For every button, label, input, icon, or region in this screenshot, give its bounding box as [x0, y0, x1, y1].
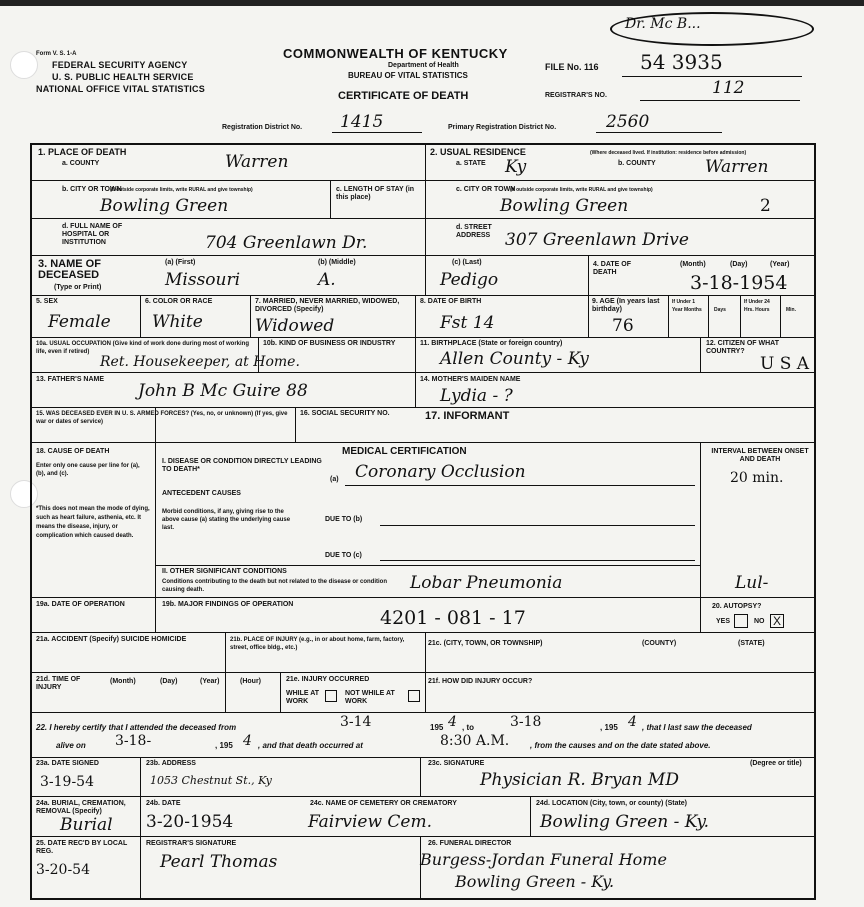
first-name: Missouri — [165, 270, 241, 290]
cause-note: *This does not mean the mode of dying, such as heart failure, asthenia, etc. It means the disease, injury, or complication which caused death. — [36, 506, 150, 539]
father-name: John B Mc Guire 88 — [138, 381, 308, 401]
autopsy-label: 20. AUTOPSY? — [712, 603, 762, 610]
time-of-death: 8:30 A.M. — [440, 733, 510, 749]
certify-text-4: , from the causes and on the date stated above. — [530, 741, 711, 750]
burial-method: Burial — [60, 815, 113, 835]
citizen: U S A — [760, 354, 810, 374]
last-name-label: (c) (Last) — [452, 259, 482, 266]
residence-state: Ky — [505, 157, 527, 177]
operation-date-label: 19a. DATE OF OPERATION — [36, 601, 125, 608]
certify-text-1: 22. I hereby certify that I attended the deceased from — [36, 723, 237, 732]
death-year-label: (Year) — [770, 261, 790, 268]
age-minutes-label: Min. — [786, 307, 796, 313]
due-to-c-label: DUE TO (c) — [325, 552, 362, 559]
signature-label: 23c. SIGNATURE — [428, 760, 485, 767]
date-signed: 3-19-54 — [40, 774, 94, 790]
not-while-at-work-label: NOT WHILE AT WORK — [345, 690, 395, 705]
death-county-label: a. COUNTY — [62, 160, 100, 167]
social-security-label: 16. SOCIAL SECURITY NO. — [300, 410, 390, 417]
to-label: , to — [462, 723, 474, 732]
burial-date-label: 24b. DATE — [146, 800, 181, 807]
year-prefix-3: , 195 — [215, 741, 233, 750]
residence-street: 307 Greenlawn Drive — [505, 230, 689, 250]
accident-label: 21a. ACCIDENT (Specify) SUICIDE HOMICIDE — [36, 636, 187, 643]
death-month-label: (Month) — [680, 261, 706, 268]
death-county: Warren — [225, 152, 289, 172]
agency-line-1: FEDERAL SECURITY AGENCY — [52, 60, 188, 70]
autopsy-yes-checkbox — [734, 614, 748, 628]
time-of-injury-label: 21d. TIME OF INJURY — [36, 676, 81, 691]
not-while-at-work-checkbox — [408, 690, 420, 702]
operation-findings-label: 19b. MAJOR FINDINGS OF OPERATION — [162, 601, 294, 608]
date-signed-label: 23a. DATE SIGNED — [36, 760, 99, 767]
injury-year-label: (Year) — [200, 678, 220, 685]
age: 76 — [612, 316, 634, 336]
form-number: Form V. S. 1-A — [36, 51, 77, 57]
morbid-hint: Morbid conditions, if any, giving rise to the above cause (a) stating the underlying cause last. — [162, 509, 291, 531]
primary-district-label: Primary Registration District No. — [448, 124, 557, 131]
bureau: BUREAU OF VITAL STATISTICS — [348, 71, 468, 80]
residence-city-extra: 2 — [760, 196, 771, 216]
date-received-label: 25. DATE REC'D BY LOCAL REG. — [36, 840, 128, 855]
operation-findings: 4201 - 081 - 17 — [380, 607, 526, 629]
middle-name-label: (b) (Middle) — [318, 259, 356, 266]
medical-certification-title: MEDICAL CERTIFICATION — [342, 446, 467, 457]
last-name: Pedigo — [440, 270, 499, 290]
injury-county-label: (COUNTY) — [642, 640, 677, 647]
father-name-label: 13. FATHER'S NAME — [36, 376, 105, 383]
cause-hint: Enter only one cause per line for (a), (b), and (c). — [36, 463, 140, 477]
deceased-name-label: 3. NAME OF DECEASED — [38, 258, 101, 281]
due-to-b-label: DUE TO (b) — [325, 516, 363, 523]
date-of-birth: Fst 14 — [440, 313, 495, 333]
punch-hole-top — [10, 51, 38, 79]
interval: 20 min. — [730, 470, 784, 486]
certify-text-3: , and that death occurred at — [258, 741, 363, 750]
injury-month-label: (Month) — [110, 678, 136, 685]
marital-status: Widowed — [255, 316, 335, 336]
age-hours-label: If Under 24 Hrs. Hours — [744, 299, 770, 313]
institution: 704 Greenlawn Dr. — [205, 233, 368, 253]
usual-residence-label: 2. USUAL RESIDENCE — [430, 147, 526, 157]
death-city-hint: (If outside corporate limits, write RURAL and give township) — [110, 187, 253, 193]
agency-line-2: U. S. PUBLIC HEALTH SERVICE — [52, 72, 194, 82]
attended-from-year: 4 — [448, 714, 457, 730]
residence-city-hint: (If outside corporate limits, write RURAL and give township) — [510, 187, 653, 193]
death-city: Bowling Green — [100, 196, 229, 216]
age-days-label: Days — [714, 307, 726, 313]
interval-label: INTERVAL BETWEEN ONSET AND DEATH — [711, 448, 809, 463]
first-name-label: (a) (First) — [165, 259, 196, 266]
industry-label: 10b. KIND OF BUSINESS OR INDUSTRY — [263, 340, 396, 347]
alive-on-year: 4 — [243, 733, 252, 749]
autopsy-no-checkbox: X — [770, 614, 784, 628]
certify-text-2: , that I last saw the deceased — [642, 723, 752, 732]
usual-residence-hint: (Where deceased lived. If institution: residence before admission) — [590, 150, 747, 156]
sex: Female — [48, 312, 111, 332]
while-at-work-checkbox — [325, 690, 337, 702]
degree-label: (Degree or title) — [750, 760, 802, 767]
injury-day-label: (Day) — [160, 678, 178, 685]
death-city-label: b. CITY OR TOWN — [62, 186, 122, 193]
year-prefix-1: 195 — [430, 723, 444, 732]
physician-signature: Physician R. Bryan MD — [480, 770, 679, 790]
other-conditions-label: II. OTHER SIGNIFICANT CONDITIONS — [162, 568, 287, 575]
deceased-name-hint: (Type or Print) — [54, 284, 102, 291]
file-number: 54 3935 — [640, 50, 723, 74]
institution-label: d. FULL NAME OF HOSPITAL OR INSTITUTION — [62, 223, 123, 246]
funeral-director-city: Bowling Green - Ky. — [455, 872, 615, 891]
stamp-text: Dr. Mc B... — [625, 16, 701, 32]
document-title: COMMONWEALTH OF KENTUCKY — [283, 46, 508, 61]
residence-county-label: b. COUNTY — [618, 160, 656, 167]
scan-edge — [0, 0, 864, 6]
armed-forces-label: 15. WAS DECEASED EVER IN U. S. ARMED FORCES? (Yes, no, or unknown) (If yes, give war or dates of service) — [36, 411, 288, 425]
injury-occurred-label: 21e. INJURY OCCURRED — [286, 676, 370, 683]
funeral-director: Burgess-Jordan Funeral Home — [420, 850, 667, 869]
race-label: 6. COLOR OR RACE — [145, 298, 213, 305]
registrar-number: 112 — [712, 78, 745, 98]
antecedent-label: ANTECEDENT CAUSES — [162, 490, 241, 497]
registrar-signature: Pearl Thomas — [160, 852, 278, 872]
how-injury-label: 21f. HOW DID INJURY OCCUR? — [428, 678, 533, 685]
residence-street-label: d. STREET ADDRESS — [456, 224, 492, 239]
registration-district-label: Registration District No. — [222, 124, 303, 131]
cause-a: Coronary Occlusion — [355, 462, 526, 482]
injury-city-label: 21c. (CITY, TOWN, OR TOWNSHIP) — [428, 640, 543, 647]
other-conditions-extra: Lul- — [735, 573, 769, 593]
other-conditions-hint: Conditions contributing to the death but not related to the disease or condition causing death. — [162, 579, 387, 593]
place-of-injury-label: 21b. PLACE OF INJURY (e.g., in or about home, farm, factory, street, office bldg., etc.) — [230, 637, 405, 651]
year-prefix-2: , 195 — [600, 723, 618, 732]
date-of-birth-label: 8. DATE OF BIRTH — [420, 298, 482, 305]
marital-status-label: 7. MARRIED, NEVER MARRIED, WIDOWED, DIVORCED (Specify) — [255, 298, 400, 313]
while-at-work-label: WHILE AT WORK — [286, 690, 320, 705]
burial-label: 24a. BURIAL, CREMATION, REMOVAL (Specify) — [36, 800, 126, 815]
occupation-label: 10a. USUAL OCCUPATION (Give kind of work done during most of working life, even if retired) — [36, 341, 250, 355]
disease-condition-label: I. DISEASE OR CONDITION DIRECTLY LEADING TO DEATH* — [162, 458, 322, 473]
file-number-label: FILE No. 116 — [545, 62, 599, 72]
other-conditions: Lobar Pneumonia — [410, 573, 563, 593]
date-of-death-label: 4. DATE OF DEATH — [593, 261, 631, 276]
physician-address: 1053 Chestnut St., Ky — [150, 774, 272, 787]
birthplace-label: 11. BIRTHPLACE (State or foreign country) — [420, 340, 563, 347]
residence-city: Bowling Green — [500, 196, 629, 216]
agency-line-3: NATIONAL OFFICE VITAL STATISTICS — [36, 84, 205, 94]
injury-state-label: (STATE) — [738, 640, 765, 647]
date-received: 3-20-54 — [36, 862, 90, 878]
funeral-director-label: 26. FUNERAL DIRECTOR — [428, 840, 512, 847]
registrar-number-label: REGISTRAR'S NO. — [545, 92, 607, 99]
age-months-label: If Under 1 Year Months — [672, 299, 702, 313]
attended-to-year: 4 — [628, 714, 637, 730]
middle-name: A. — [318, 270, 336, 290]
birthplace: Allen County - Ky — [440, 349, 589, 369]
date-of-death: 3-18-1954 — [690, 272, 788, 294]
attended-to: 3-18 — [510, 714, 542, 730]
autopsy-yes-label: YES — [716, 618, 731, 625]
sex-label: 5. SEX — [36, 298, 58, 305]
autopsy-no-label: NO — [754, 618, 765, 625]
burial-location: Bowling Green - Ky. — [540, 812, 710, 832]
cemetery: Fairview Cem. — [308, 812, 432, 832]
cause-of-death-label: 18. CAUSE OF DEATH — [36, 448, 110, 455]
informant-label: 17. INFORMANT — [425, 410, 510, 422]
cemetery-label: 24c. NAME OF CEMETERY OR CREMATORY — [310, 800, 457, 807]
certificate-title: CERTIFICATE OF DEATH — [338, 90, 469, 102]
residence-city-label: c. CITY OR TOWN — [456, 186, 516, 193]
registration-district: 1415 — [340, 112, 384, 132]
address-label: 23b. ADDRESS — [146, 760, 196, 767]
length-of-stay-label: c. LENGTH OF STAY (in this place) — [336, 186, 415, 201]
alive-on: 3-18- — [115, 733, 152, 749]
death-day-label: (Day) — [730, 261, 748, 268]
department: Department of Health — [388, 62, 459, 69]
residence-county: Warren — [705, 157, 769, 177]
occupation: Ret. Housekeeper, at Home. — [100, 354, 300, 370]
place-of-death-label: 1. PLACE OF DEATH — [38, 147, 127, 157]
residence-state-label: a. STATE — [456, 160, 486, 167]
age-label: 9. AGE (In years last birthday) — [592, 298, 660, 313]
primary-district: 2560 — [606, 112, 650, 132]
burial-location-label: 24d. LOCATION (City, town, or county) (State) — [536, 800, 688, 807]
burial-date: 3-20-1954 — [146, 812, 234, 832]
cause-a-label: (a) — [330, 476, 339, 483]
mother-name-label: 14. MOTHER'S MAIDEN NAME — [420, 376, 521, 383]
alive-on-label: alive on — [56, 741, 86, 750]
mother-name: Lydia - ? — [440, 386, 513, 406]
registrar-signature-label: REGISTRAR'S SIGNATURE — [146, 840, 237, 847]
injury-hour-label: (Hour) — [240, 678, 261, 685]
race: White — [152, 312, 203, 332]
attended-from: 3-14 — [340, 714, 372, 730]
citizen-label: 12. CITIZEN OF WHAT COUNTRY? — [706, 340, 779, 355]
